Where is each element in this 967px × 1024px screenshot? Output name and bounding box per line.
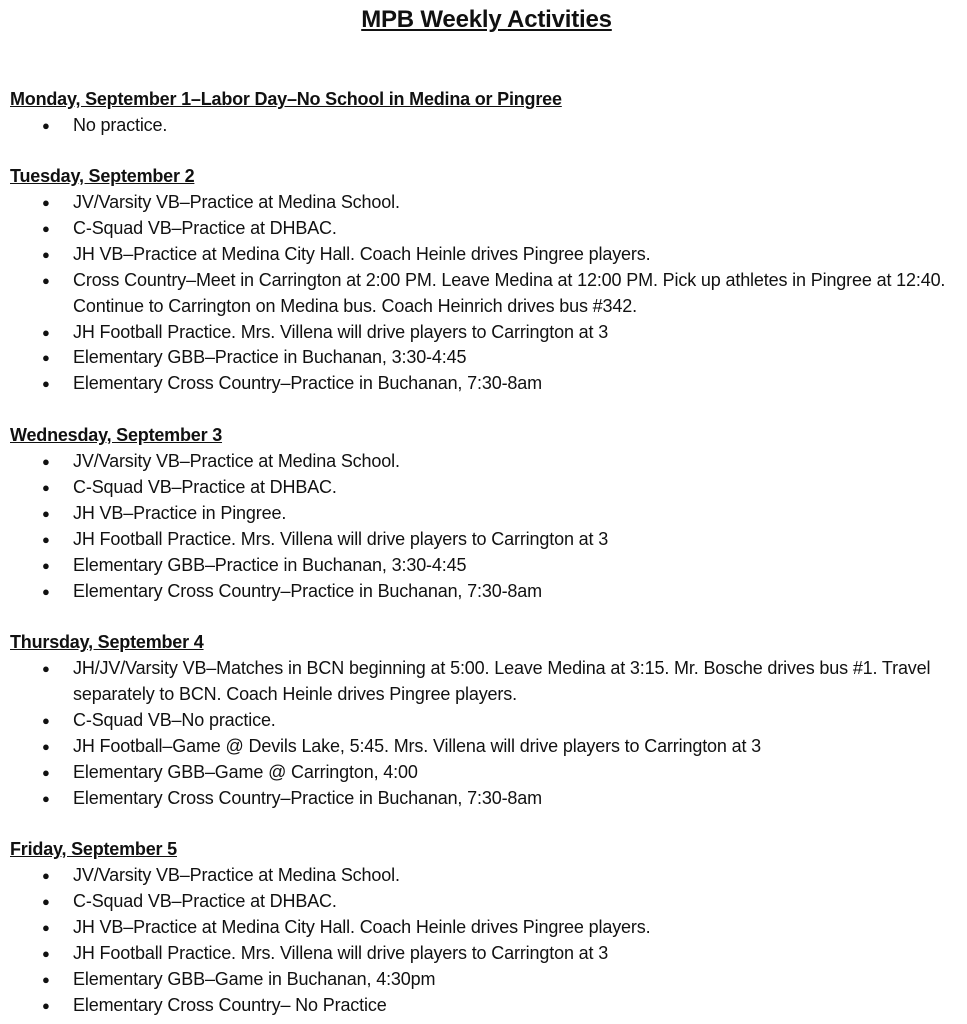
list-item: ● Elementary Cross Country–Practice in Buchanan, 7:30-8am xyxy=(0,371,967,397)
list-item: ● Elementary GBB–Practice in Buchanan, 3:30-4:45 xyxy=(0,345,967,371)
list-item: ● JH VB–Practice at Medina City Hall. Coach Heinle drives Pingree players. xyxy=(0,915,967,941)
list-item: ● C-Squad VB–Practice at DHBAC. xyxy=(0,475,967,501)
list-item: ● JV/Varsity VB–Practice at Medina School. xyxy=(0,449,967,475)
list-item: ● Elementary GBB–Game @ Carrington, 4:00 xyxy=(0,760,967,786)
list-item: ● JH VB–Practice at Medina City Hall. Coach Heinle drives Pingree players. xyxy=(0,242,967,268)
list-item: ● Elementary Cross Country– No Practice xyxy=(0,993,967,1019)
list-item: ● Elementary GBB–Practice in Buchanan, 3:30-4:45 xyxy=(0,553,967,579)
list-item: ● JH/JV/Varsity VB–Matches in BCN beginning at 5:00. Leave Medina at 3:15. Mr. Bosche drives bus #1. Travel separately to BCN. Coach Heinle drives Pingree players. xyxy=(0,656,967,708)
list-item: ● JH Football Practice. Mrs. Villena will drive players to Carrington at 3 xyxy=(0,527,967,553)
day-heading-monday: Monday, September 1–Labor Day–No School in Medina or Pingree xyxy=(10,89,562,109)
activity-list-wednesday xyxy=(0,449,967,604)
activity-list-tuesday xyxy=(0,190,967,397)
list-item: ● C-Squad VB–Practice at DHBAC. xyxy=(0,889,967,915)
list-item: ● JH Football Practice. Mrs. Villena will drive players to Carrington at 3 xyxy=(0,320,967,346)
list-item: ● No practice. xyxy=(0,113,967,139)
page-title: MPB Weekly Activities xyxy=(361,6,612,33)
activity-list-friday xyxy=(0,863,967,1018)
activity-list-monday xyxy=(0,113,967,139)
list-item: ● Elementary GBB–Game in Buchanan, 4:30pm xyxy=(0,967,967,993)
list-item: ● JV/Varsity VB–Practice at Medina School. xyxy=(0,190,967,216)
list-item: ● C-Squad VB–No practice. xyxy=(0,708,967,734)
list-item: ● Cross Country–Meet in Carrington at 2:00 PM. Leave Medina at 12:00 PM. Pick up athletes in Pingree at 12:40. Continue to Carrington on Medina bus. Coach Heinrich drives bus #342. xyxy=(0,268,967,320)
list-item: ● Elementary Cross Country–Practice in Buchanan, 7:30-8am xyxy=(0,786,967,812)
list-item: ● JV/Varsity VB–Practice at Medina School. xyxy=(0,863,967,889)
list-item: ● Elementary Cross Country–Practice in Buchanan, 7:30-8am xyxy=(0,579,967,605)
list-item: ● JH VB–Practice in Pingree. xyxy=(0,501,967,527)
day-heading-friday: Friday, September 5 xyxy=(10,839,177,859)
list-item: ● JH Football Practice. Mrs. Villena will drive players to Carrington at 3 xyxy=(0,941,967,967)
list-item: ● C-Squad VB–Practice at DHBAC. xyxy=(0,216,967,242)
activity-list-thursday xyxy=(0,656,967,811)
day-heading-wednesday: Wednesday, September 3 xyxy=(10,425,223,445)
day-heading-tuesday: Tuesday, September 2 xyxy=(10,166,195,186)
list-item: ● JH Football–Game @ Devils Lake, 5:45. Mrs. Villena will drive players to Carrington at 3 xyxy=(0,734,967,760)
day-heading-thursday: Thursday, September 4 xyxy=(10,632,204,652)
